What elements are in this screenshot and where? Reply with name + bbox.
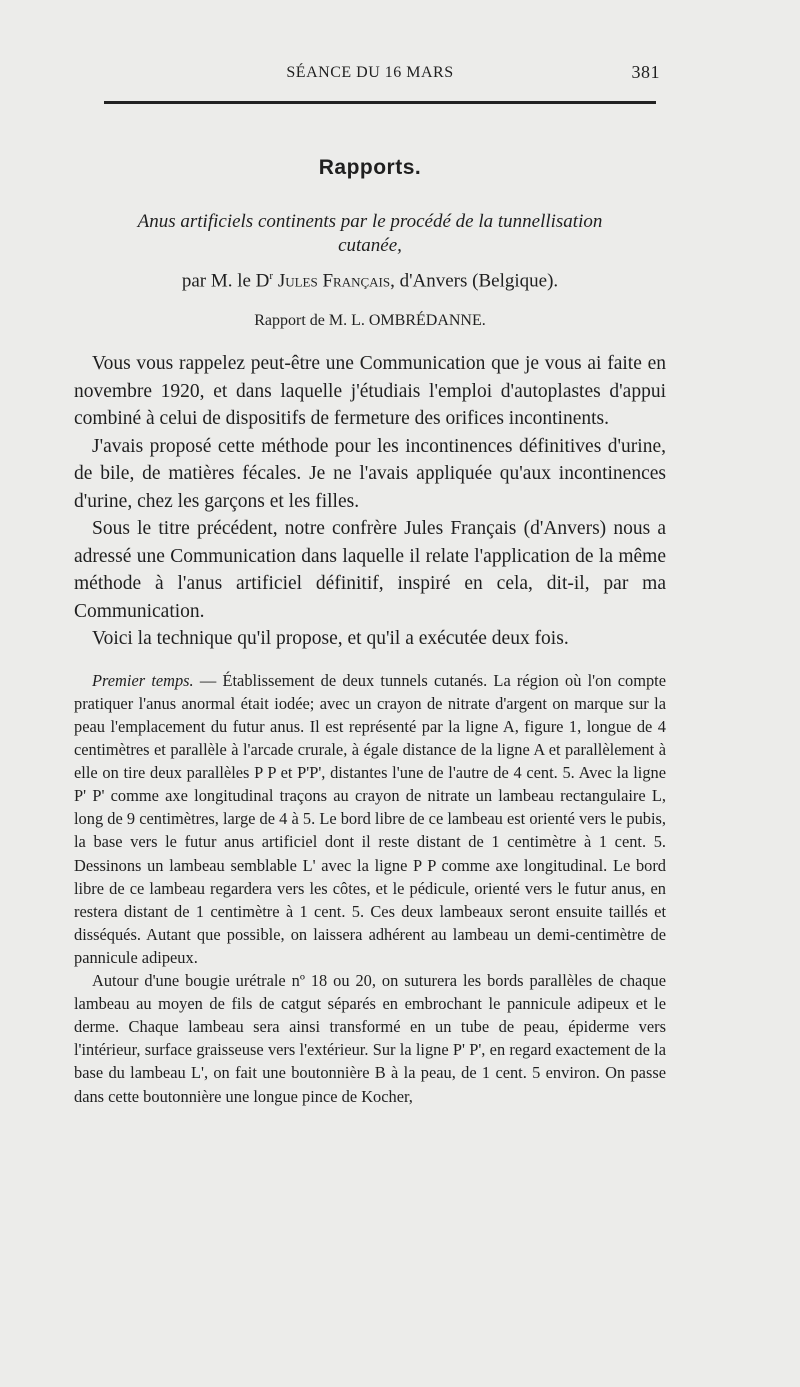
byline-prefix: par M. le D bbox=[181, 270, 270, 292]
header-rule bbox=[104, 101, 656, 104]
page-number: 381 bbox=[631, 62, 660, 82]
intro-text bbox=[74, 350, 666, 653]
paragraph: Voici la technique qu'il propose, et qu'il a exécutée deux fois. bbox=[92, 628, 569, 650]
section-title: Rapports. bbox=[318, 156, 422, 179]
paragraph bbox=[74, 669, 666, 969]
paragraph: J'avais proposé cette méthode pour les incontinences définitives d'urine, de bile, de matières fécales. Je ne l'avais appliquée qu'aux incontinences d'urine, chez les garçons et les filles. bbox=[74, 435, 666, 512]
paragraph: Autour d'une bougie urétrale nº 18 ou 20, on suturera les bords parallèles de chaque lambeau au moyen de fils de catgut séparés en embrochant le pannicule adipeux et le derme. Chaque lambeau sera ainsi transformé en un tube de peau, épiderme vers l'intérieur, surface graisseuse vers l'extérieur. Sur la ligne P' P', en regard exactement de la base du lambeau L', on fait une boutonnière B à la peau, de 1 cent. 5 environ. On passe dans cette boutonnière une longue pince de Kocher, bbox=[74, 971, 666, 1106]
byline-sup: r bbox=[269, 270, 274, 282]
reporter-line: Rapport de M. L. OMBRÉDANNE. bbox=[254, 312, 486, 330]
byline-author: Jules Français bbox=[277, 270, 391, 292]
article-title: Anus artificiels continents par le procédé de la tunnellisation cutanée, bbox=[137, 211, 603, 256]
step-label: Premier temps. bbox=[92, 670, 194, 690]
book-page bbox=[74, 60, 666, 1108]
paragraph: Sous le titre précédent, notre confrère Jules Français (d'Anvers) nous a adressé une Communication dans laquelle il relate l'application de la même méthode à l'anus artificiel définitif, inspiré en cela, dit-il, par ma Communication. bbox=[74, 518, 666, 622]
step-text: — Établissement de deux tunnels cutanés. La région où l'on compte pratiquer l'anus anormal était iodée; avec un crayon de nitrate d'argent on marque sur la peau l'emplacement du futur anus. Il est représenté par la ligne A, figure 1, longue de 4 centimètres et parallèle à l'arcade crurale, à égale distance de la ligne A et parallèlement à elle on tire deux parallèles P P et P'P', distantes l'une de l'autre de 4 cent. 5. Avec la ligne P' P' comme axe longitudinal traçons au crayon de nitrate un lambeau rectangulaire L, long de 9 centimètres, large de 4 à 5. Le bord libre de ce lambeau est orienté vers le pubis, la base vers le futur anus artificiel dont il reste distant de 1 centimètre à 1 cent. 5. Dessinons un lambeau semblable L' avec la ligne P P comme axe longitudinal. Le bord libre de ce lambeau regardera vers les côtes, et le pédicule, orienté vers le futur anus, en restera distant de 1 centimètre à 1 cent. 5. Ces deux lambeaux seront ensuite taillés et disséqués. Autant que possible, on laissera adhérent au lambeau un demi-centimètre de pannicule adipeux. bbox=[74, 670, 666, 967]
running-title: SÉANCE DU 16 MARS bbox=[286, 64, 454, 81]
byline-suffix: , d'Anvers (Belgique). bbox=[390, 270, 559, 292]
byline bbox=[74, 270, 666, 292]
paragraph: Vous vous rappelez peut-être une Communication que je vous ai faite en novembre 1920, et dans laquelle j'étudiais l'emploi d'autoplastes d'appui combiné à celui de dispositifs de fermeture des orifices incontinents. bbox=[74, 353, 666, 430]
running-head bbox=[74, 60, 666, 88]
technique-text bbox=[74, 669, 666, 1108]
